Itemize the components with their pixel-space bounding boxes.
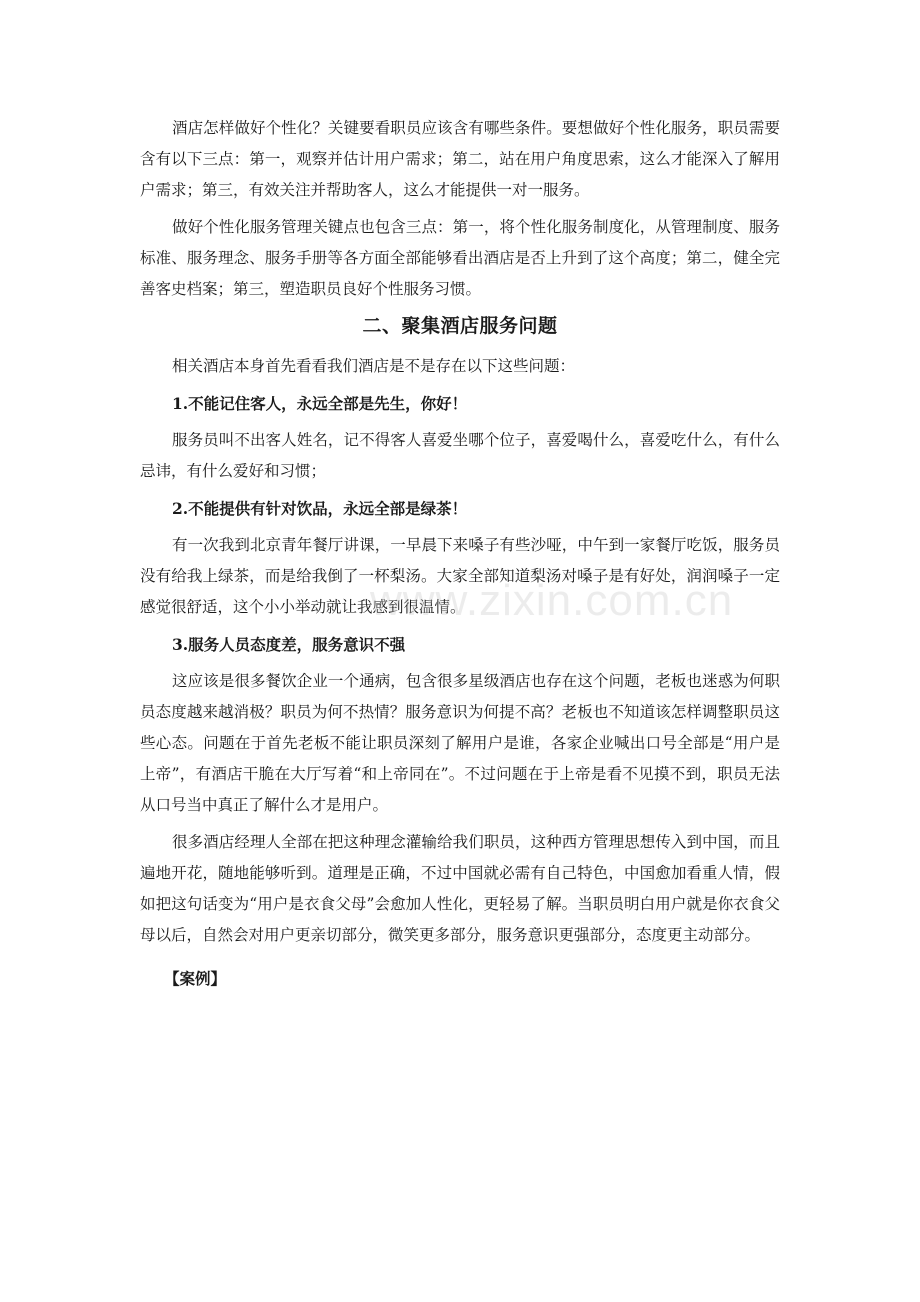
case-label: 【案例】 [164,969,227,988]
section-intro: 相关酒店本身首先看看我们酒店是不是存在以下这些问题： [172,357,576,375]
paragraph: 服务员叫不出客人姓名，记不得客人喜爱坐哪个位子，喜爱喝什么，喜爱吃什么，有什么忌讳，有什么爱好和习惯； [140,431,780,480]
watermark: www.zixin.com.cn [370,576,734,625]
item-heading-1: 1.不能记住客人，永远全部是先生，你好！ [172,394,468,413]
paragraph: 有一次我到北京青年餐厅讲课，一早晨下来嗓子有些沙哑，中午到一家餐厅吃饭，服务员没有给我上绿茶，而是给我倒了一杯梨汤。大家全部知道梨汤对嗓子是有好处，润润嗓子一定感觉很舒适，这个小小举动就让我感到很温情。 [140,536,780,616]
section-title: 二、聚集酒店服务问题 [362,315,558,337]
paragraph: 这应该是很多餐饮企业一个通病，包含很多星级酒店也存在这个问题，老板也迷惑为何职员态度越来越消极？职员为何不热情？服务意识为何提不高？老板也不知道该怎样调整职员这些心态。问题在于首先老板不能让职员深刻了解用户是谁，各家企业喊出口号全部是“用户是上帝”，有酒店干脆在大厅写着“和上帝同在”。不过问题在于上帝是看不见摸不到，职员无法从口号当中真正了解什么才是用户。 [140,672,780,814]
paragraph: 做好个性化服务管理关键点也包含三点：第一，将个性化服务制度化，从管理制度、服务标准、服务理念、服务手册等各方面全部能够看出酒店是否上升到了这个高度；第二，健全完善客史档案；第三，塑造职员良好个性服务习惯。 [140,218,780,298]
item-heading-3: 3.服务人员态度差，服务意识不强 [172,635,406,654]
item-heading-2: 2.不能提供有针对饮品，永远全部是绿茶！ [172,499,468,518]
paragraph: 很多酒店经理人全部在把这种理念灌输给我们职员，这种西方管理思想传入到中国，而且遍地开花，随地能够听到。道理是正确，不过中国就必需有自己特色，中国愈加看重人情，假如把这句话变为“用户是衣食父母”会愈加人性化，更轻易了解。当职员明白用户就是你衣食父母以后，自然会对用户更亲切部分，微笑更多部分，服务意识更强部分，态度更主动部分。 [140,833,780,944]
document-body [140,113,780,994]
paragraph: 酒店怎样做好个性化？关键要看职员应该含有哪些条件。要想做好个性化服务，职员需要含有以下三点：第一，观察并估计用户需求；第二，站在用户角度思索，这么才能深入了解用户需求；第三，有效关注并帮助客人，这么才能提供一对一服务。 [140,119,780,199]
